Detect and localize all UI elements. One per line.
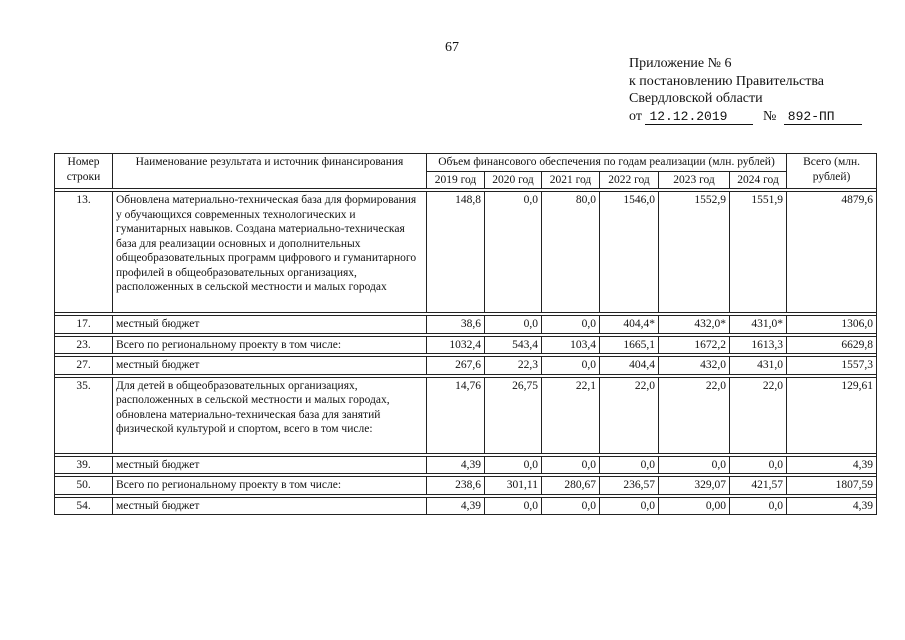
table-row bbox=[55, 377, 877, 453]
row-total: 1807,59 bbox=[787, 477, 877, 495]
row-value: 0,00 bbox=[659, 497, 730, 515]
row-name: Обновлена материально-техническая база для формирования у обучающихся современных технологических и гуманитарных навыков. Создана материально-техническая база для реализации основных и дополнительных общеобразовательных программ цифрового и гуманитарного профилей в общеобразовательных организациях, расположенных в сельской местности и малых городах bbox=[113, 192, 427, 313]
row-value: 431,0* bbox=[730, 316, 787, 334]
row-value: 0,0 bbox=[542, 456, 600, 474]
row-value: 0,0 bbox=[485, 316, 542, 334]
appendix-title: Приложение № 6 bbox=[629, 56, 732, 71]
row-number: 35. bbox=[55, 377, 113, 453]
resolution-number: 892-ПП bbox=[784, 110, 862, 125]
row-value: 267,6 bbox=[427, 357, 485, 375]
appendix-region-line: Свердловской области bbox=[629, 91, 763, 106]
header-row-number: Номер строки bbox=[55, 154, 113, 189]
row-total: 4879,6 bbox=[787, 192, 877, 313]
row-value: 280,67 bbox=[542, 477, 600, 495]
row-value: 0,0 bbox=[485, 497, 542, 515]
row-value: 404,4* bbox=[600, 316, 659, 334]
row-value: 4,39 bbox=[427, 497, 485, 515]
row-value: 0,0 bbox=[730, 497, 787, 515]
row-number: 50. bbox=[55, 477, 113, 495]
table-row bbox=[55, 192, 877, 313]
row-value: 22,3 bbox=[485, 357, 542, 375]
row-value: 432,0* bbox=[659, 316, 730, 334]
row-total: 6629,8 bbox=[787, 336, 877, 354]
row-value: 1551,9 bbox=[730, 192, 787, 313]
row-value: 0,0 bbox=[485, 456, 542, 474]
appendix-resolution-line: к постановлению Правительства bbox=[629, 73, 825, 89]
row-value: 26,75 bbox=[485, 377, 542, 453]
row-value: 38,6 bbox=[427, 316, 485, 334]
row-value: 0,0 bbox=[542, 316, 600, 334]
row-value: 0,0 bbox=[485, 192, 542, 313]
row-value: 0,0 bbox=[730, 456, 787, 474]
row-value: 301,11 bbox=[485, 477, 542, 495]
header-volume: Объем финансового обеспечения по годам реализации (млн. рублей) bbox=[427, 154, 787, 172]
row-value: 1665,1 bbox=[600, 336, 659, 354]
header-total: Всего (млн. рублей) bbox=[787, 154, 877, 189]
row-value: 22,0 bbox=[730, 377, 787, 453]
table-header-row bbox=[55, 154, 877, 172]
row-value: 421,57 bbox=[730, 477, 787, 495]
row-value: 0,0 bbox=[659, 456, 730, 474]
table-row bbox=[55, 456, 877, 474]
row-number: 13. bbox=[55, 192, 113, 313]
table-row bbox=[55, 336, 877, 354]
resolution-date: 12.12.2019 bbox=[645, 110, 753, 125]
row-value: 22,0 bbox=[659, 377, 730, 453]
table-row bbox=[55, 316, 877, 334]
header-year: 2020 год bbox=[485, 171, 542, 189]
row-value: 22,1 bbox=[542, 377, 600, 453]
row-value: 0,0 bbox=[600, 497, 659, 515]
page-number: 67 bbox=[445, 40, 459, 55]
header-year: 2019 год bbox=[427, 171, 485, 189]
header-year: 2021 год bbox=[542, 171, 600, 189]
row-value: 1672,2 bbox=[659, 336, 730, 354]
row-name: Всего по региональному проекту в том числе: bbox=[113, 477, 427, 495]
row-value: 238,6 bbox=[427, 477, 485, 495]
row-value: 236,57 bbox=[600, 477, 659, 495]
row-value: 103,4 bbox=[542, 336, 600, 354]
table-row bbox=[55, 357, 877, 375]
number-label: № bbox=[762, 108, 777, 124]
row-value: 1546,0 bbox=[600, 192, 659, 313]
row-value: 0,0 bbox=[600, 456, 659, 474]
row-name: местный бюджет bbox=[113, 316, 427, 334]
row-name: местный бюджет bbox=[113, 497, 427, 515]
header-year: 2022 год bbox=[600, 171, 659, 189]
row-value: 1613,3 bbox=[730, 336, 787, 354]
header-year: 2023 год bbox=[659, 171, 730, 189]
financing-table bbox=[54, 153, 877, 515]
row-number: 17. bbox=[55, 316, 113, 334]
row-total: 1306,0 bbox=[787, 316, 877, 334]
row-total: 129,61 bbox=[787, 377, 877, 453]
table-row bbox=[55, 497, 877, 515]
row-total: 4,39 bbox=[787, 456, 877, 474]
row-value: 1032,4 bbox=[427, 336, 485, 354]
row-total: 1557,3 bbox=[787, 357, 877, 375]
table-row bbox=[55, 477, 877, 495]
header-name: Наименование результата и источник финансирования bbox=[113, 154, 427, 189]
row-value: 0,0 bbox=[542, 497, 600, 515]
row-value: 431,0 bbox=[730, 357, 787, 375]
row-value: 0,0 bbox=[542, 357, 600, 375]
row-value: 404,4 bbox=[600, 357, 659, 375]
row-value: 80,0 bbox=[542, 192, 600, 313]
row-number: 39. bbox=[55, 456, 113, 474]
row-value: 329,07 bbox=[659, 477, 730, 495]
row-name: местный бюджет bbox=[113, 456, 427, 474]
row-value: 543,4 bbox=[485, 336, 542, 354]
row-value: 432,0 bbox=[659, 357, 730, 375]
row-number: 54. bbox=[55, 497, 113, 515]
row-number: 23. bbox=[55, 336, 113, 354]
row-number: 27. bbox=[55, 357, 113, 375]
row-total: 4,39 bbox=[787, 497, 877, 515]
row-value: 4,39 bbox=[427, 456, 485, 474]
row-name: Всего по региональному проекту в том числе: bbox=[113, 336, 427, 354]
row-value: 1552,9 bbox=[659, 192, 730, 313]
row-name: Для детей в общеобразовательных организациях, расположенных в сельской местности и малых городах, обновлена материально-техническая база для занятий физической культурой и спортом, всего в том числе: bbox=[113, 377, 427, 453]
date-prefix: от bbox=[629, 108, 642, 124]
row-name: местный бюджет bbox=[113, 357, 427, 375]
row-value: 148,8 bbox=[427, 192, 485, 313]
appendix-date-line bbox=[629, 108, 889, 126]
row-value: 22,0 bbox=[600, 377, 659, 453]
header-year: 2024 год bbox=[730, 171, 787, 189]
row-value: 14,76 bbox=[427, 377, 485, 453]
appendix-header bbox=[629, 55, 889, 125]
